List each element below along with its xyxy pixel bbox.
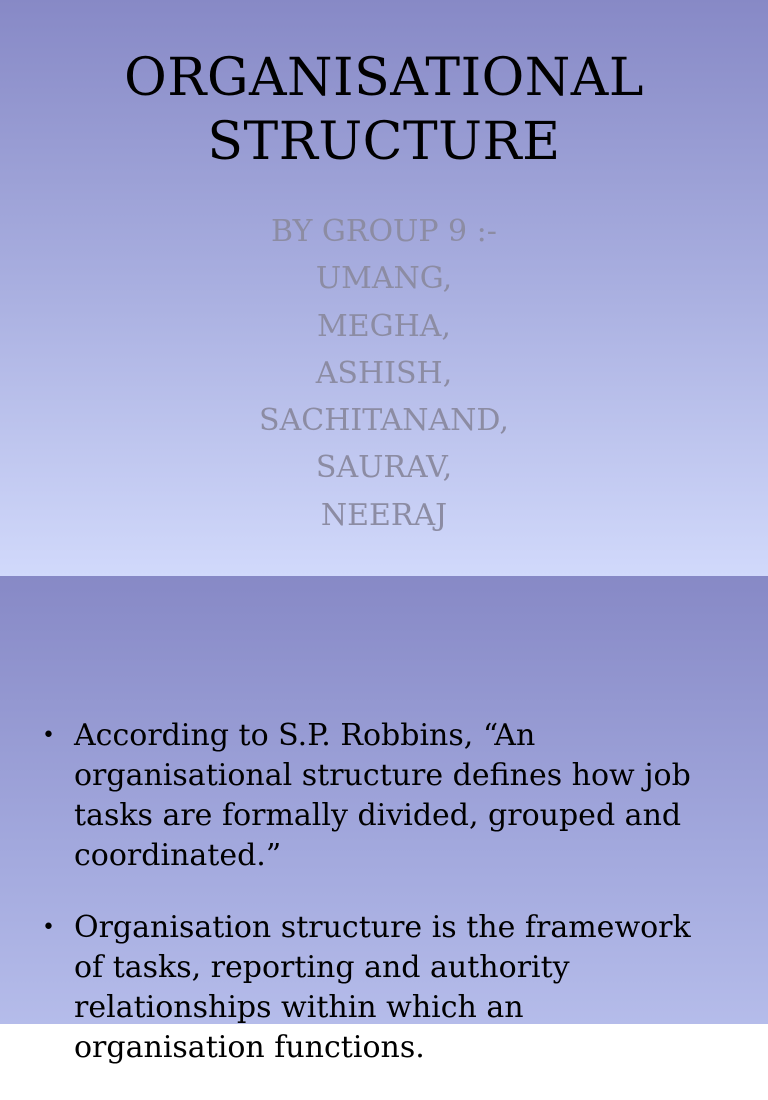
member-name: ASHISH, <box>315 355 453 391</box>
title-line-1: ORGANISATIONAL <box>124 48 644 108</box>
bullet-text: According to S.P. Robbins, “An organisational structure defines how job tasks are formally divided, grouped and coordinated.” <box>74 718 691 873</box>
subtitle-group-label: BY GROUP 9 :- <box>271 214 497 249</box>
bullet-item <box>40 908 720 1068</box>
member-name: UMANG, <box>315 261 453 297</box>
member-name: SACHITANAND, <box>259 403 509 439</box>
slide-title <box>0 46 768 174</box>
bullet-icon: • <box>42 915 55 940</box>
title-line-2: STRUCTURE <box>207 112 561 172</box>
slide-subtitle <box>0 208 768 539</box>
bullet-list <box>40 716 720 1100</box>
member-name: SAURAV, <box>315 450 453 486</box>
bullet-item <box>40 716 720 876</box>
content-slide <box>0 576 768 1065</box>
bullet-icon: • <box>42 723 55 748</box>
member-name: MEGHA, <box>317 308 451 344</box>
bullet-text: Organisation structure is the framework of tasks, reporting and authority relationships within which an organisation functions. <box>74 910 691 1065</box>
member-name: NEERAJ <box>320 497 448 533</box>
